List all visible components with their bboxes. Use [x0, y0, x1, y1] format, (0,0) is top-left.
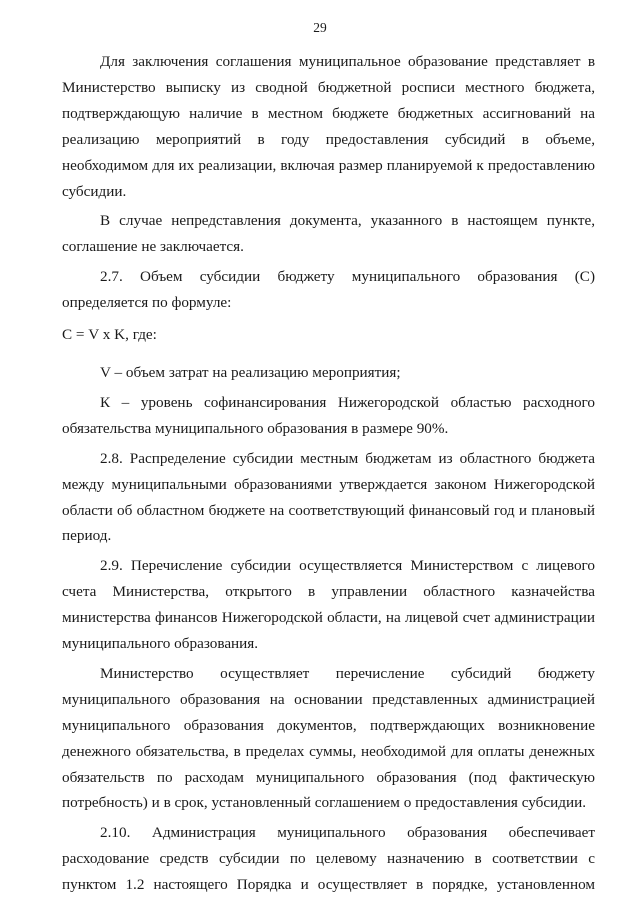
paragraph-v-definition: V – объем затрат на реализацию мероприятия;	[100, 363, 401, 381]
paragraph-2-9-transfer: 2.9. Перечисление субсидии осуществляется Министерством с лицевого счета Министерства, открытого в управлении областного казначейства министерства финансов Нижегородской области, на лицевой счет администрации муниципального образования.	[62, 557, 595, 653]
paragraph-non-submission: В случае непредставления документа, указанного в настоящем пункте, соглашение не заключается.	[62, 212, 595, 256]
page-number: 29	[313, 20, 327, 35]
paragraph-k-definition: К – уровень софинансирования Нижегородской областью расходного обязательства муниципального образования в размере 90%.	[62, 393, 595, 437]
paragraph-2-8-distribution: 2.8. Распределение субсидии местным бюджетам из областного бюджета между муниципальными образованиями утверждается законом Нижегородской области об областном бюджете на соответствующий финансовый год и плановый период.	[62, 449, 595, 545]
paragraph-ministry-transfer: Министерство осуществляет перечисление субсидий бюджету муниципального образования на основании представленных администрацией муниципального образования документов, подтверждающих возникновение денежного обязательства, в пределах суммы, необходимой для оплаты денежных обязательств по расходам муниципального образования (под фактическую потребность) и в срок, установленный соглашением о предоставления субсидии.	[62, 664, 595, 812]
document-body	[62, 49, 595, 898]
formula: С = V x K, где:	[62, 326, 157, 344]
paragraph-2-10-administration: 2.10. Администрация муниципального образования обеспечивает расходование средств субсидии по целевому назначению в соответствии с пунктом 1.2 настоящего Порядка и осуществляет в порядке, установленном	[62, 824, 595, 894]
paragraph-2-7-subsidy-volume: 2.7. Объем субсидии бюджету муниципального образования (С) определяется по формуле:	[62, 268, 595, 312]
paragraph-agreement-documents: Для заключения соглашения муниципальное образование представляет в Министерство выписку из сводной бюджетной росписи местного бюджета, подтверждающую наличие в местном бюджете бюджетных ассигнований на реализацию мероприятий в году предоставления субсидий в объеме, необходимом для их реализации, включая размер планируемой к предоставлению субсидии.	[62, 53, 595, 200]
